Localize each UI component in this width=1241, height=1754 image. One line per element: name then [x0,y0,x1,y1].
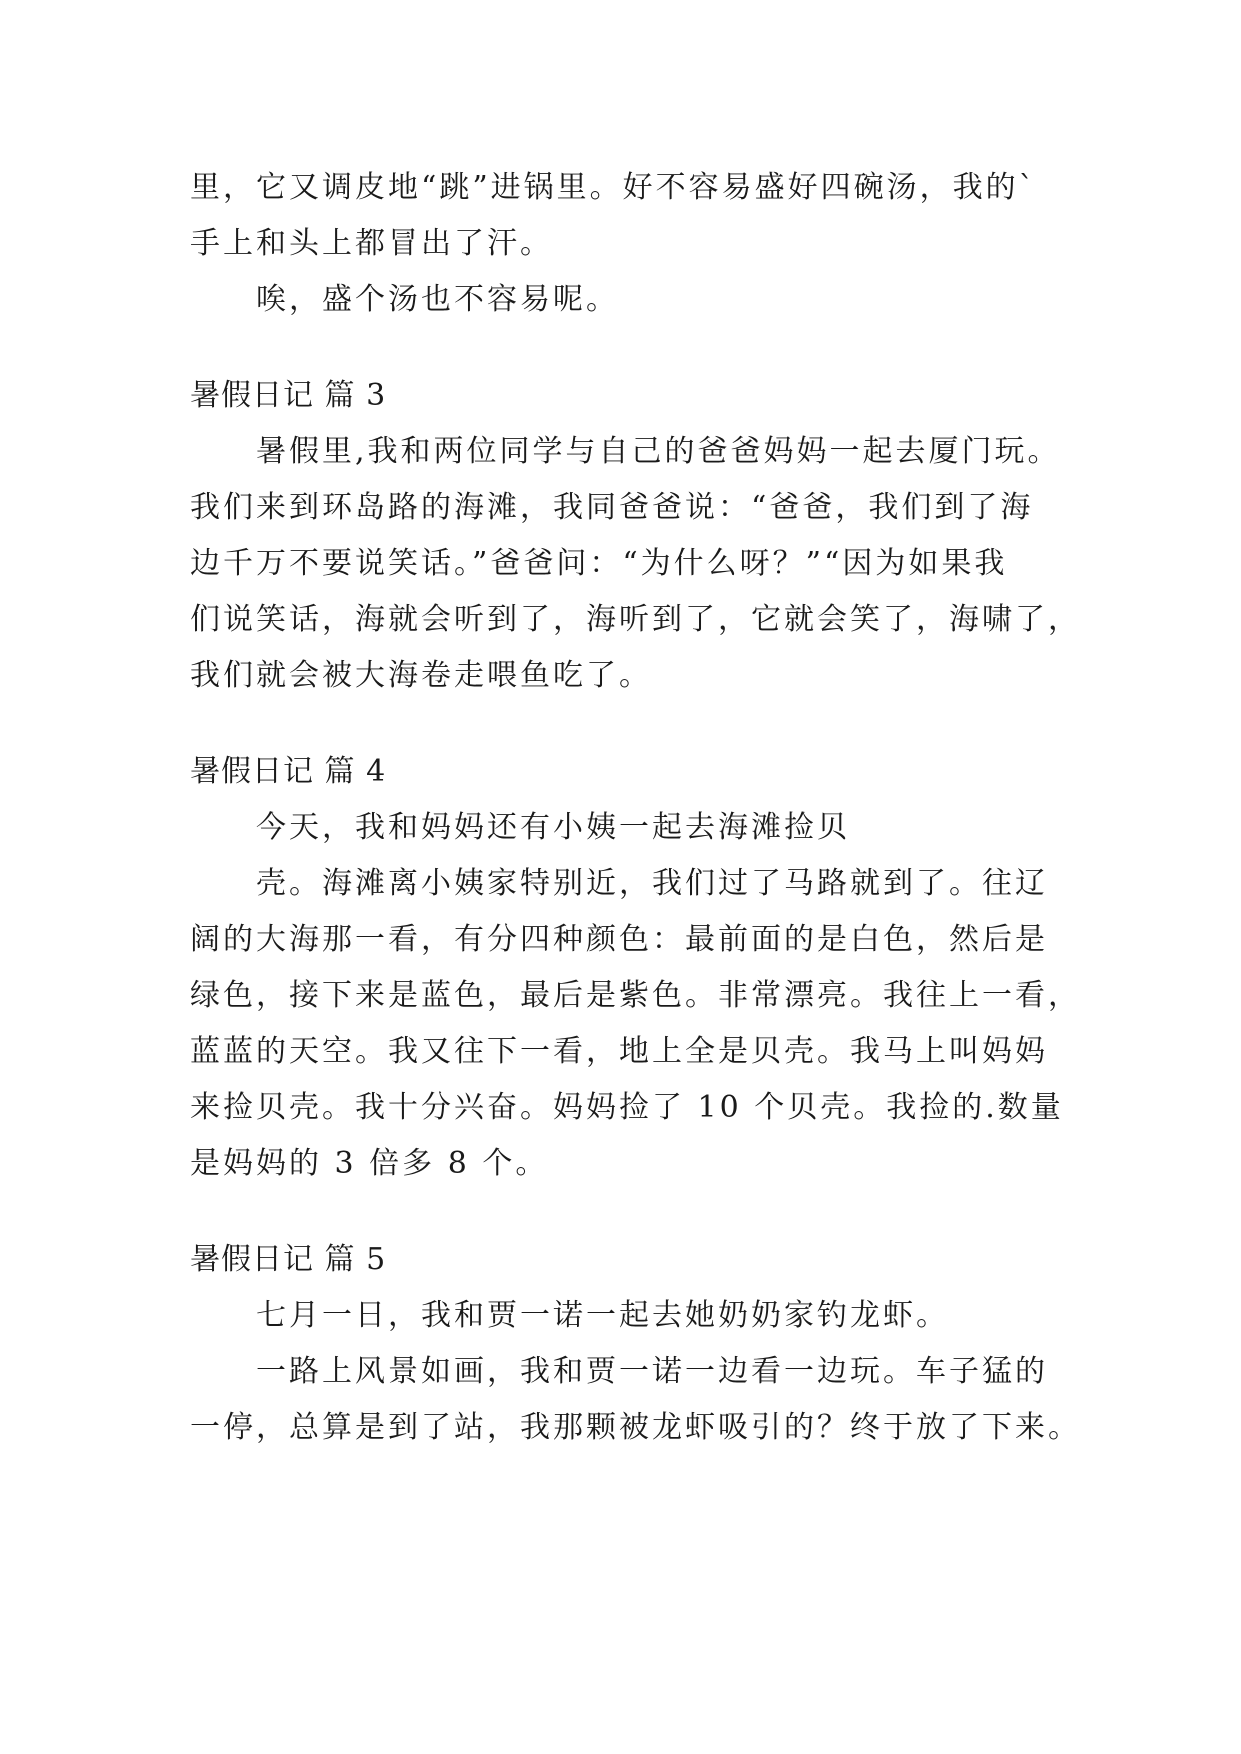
paragraph-line: 我们就会被大海卷走喂鱼吃了。 [190,658,652,693]
paragraph-line: 来捡贝壳。我十分兴奋。妈妈捡了 10 个贝壳。我捡的.数量 [190,1090,1064,1125]
section-gap [190,328,1050,368]
paragraph-line: 唉，盛个汤也不容易呢。 [256,282,619,317]
paragraph-line: 蓝蓝的天空。我又往下一看，地上全是贝壳。我马上叫妈妈 [190,1034,1048,1069]
paragraph-line: 是妈妈的 3 倍多 8 个。 [190,1146,549,1181]
section-gap [190,1192,1050,1232]
section-gap [190,704,1050,744]
document-body [190,160,1081,1456]
section-heading-3: 暑假日记 篇 3 [190,378,387,413]
paragraph-line: 绿色，接下来是蓝色，最后是紫色。非常漂亮。我往上一看， [190,978,1081,1013]
paragraph-line: 七月一日，我和贾一诺一起去她奶奶家钓龙虾。 [256,1298,949,1333]
paragraph-line: 里，它又调皮地“跳”进锅里。好不容易盛好四碗汤，我的` [190,170,1037,205]
paragraph-line: 一停，总算是到了站，我那颗被龙虾吸引的？终于放了下来。 [190,1410,1081,1445]
paragraph-line: 壳。海滩离小姨家特别近，我们过了马路就到了。往辽 [256,866,1048,901]
paragraph-line: 暑假里,我和两位同学与自己的爸爸妈妈一起去厦门玩。 [256,434,1061,469]
paragraph-line: 我们来到环岛路的海滩，我同爸爸说：“爸爸，我们到了海 [190,490,1034,525]
paragraph-line: 一路上风景如画，我和贾一诺一边看一边玩。车子猛的 [256,1354,1048,1389]
section-heading-5: 暑假日记 篇 5 [190,1242,387,1277]
paragraph-line: 阔的大海那一看，有分四种颜色：最前面的是白色，然后是 [190,922,1048,957]
section-heading-4: 暑假日记 篇 4 [190,754,387,789]
paragraph-line: 手上和头上都冒出了汗。 [190,226,553,261]
paragraph-line: 们说笑话，海就会听到了，海听到了，它就会笑了，海啸了， [190,602,1081,637]
paragraph-line: 边千万不要说笑话。”爸爸问：“为什么呀？”“因为如果我 [190,546,1008,581]
paragraph-line: 今天，我和妈妈还有小姨一起去海滩捡贝 [256,810,850,845]
